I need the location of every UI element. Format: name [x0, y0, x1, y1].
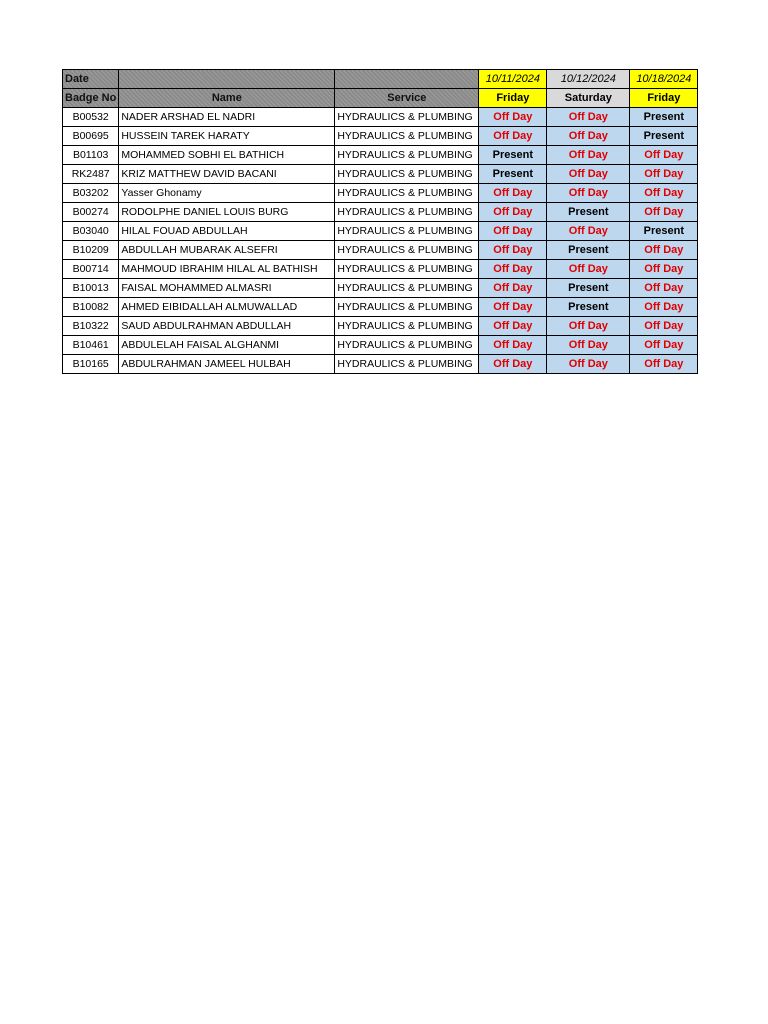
badge-cell: B10165 — [63, 355, 119, 374]
date-cell-2: 10/12/2024 — [547, 70, 630, 89]
badge-cell: B00532 — [63, 108, 119, 127]
status-cell: Off Day — [479, 279, 547, 298]
date-label: Date — [63, 70, 119, 89]
table-row — [63, 336, 698, 355]
status-cell: Off Day — [547, 184, 630, 203]
status-cell: Off Day — [479, 222, 547, 241]
status-cell: Off Day — [479, 336, 547, 355]
status-cell: Off Day — [547, 355, 630, 374]
status-cell: Off Day — [630, 298, 698, 317]
status-cell: Off Day — [479, 108, 547, 127]
service-column-header: Service — [335, 89, 479, 108]
status-cell: Off Day — [479, 127, 547, 146]
name-cell: HILAL FOUAD ABDULLAH — [119, 222, 335, 241]
service-cell: HYDRAULICS & PLUMBING — [335, 260, 479, 279]
header-blank-cell — [335, 70, 479, 89]
date-header-row — [63, 70, 698, 89]
status-cell: Off Day — [547, 317, 630, 336]
status-cell: Present — [547, 203, 630, 222]
status-cell: Off Day — [547, 146, 630, 165]
attendance-table — [62, 69, 698, 374]
status-cell: Present — [547, 241, 630, 260]
service-cell: HYDRAULICS & PLUMBING — [335, 317, 479, 336]
service-cell: HYDRAULICS & PLUMBING — [335, 279, 479, 298]
date-cell-1: 10/11/2024 — [479, 70, 547, 89]
table-row — [63, 279, 698, 298]
table-row — [63, 355, 698, 374]
service-cell: HYDRAULICS & PLUMBING — [335, 108, 479, 127]
day-cell-3: Friday — [630, 89, 698, 108]
name-cell: KRIZ MATTHEW DAVID BACANI — [119, 165, 335, 184]
status-cell: Off Day — [630, 279, 698, 298]
table-row — [63, 298, 698, 317]
service-cell: HYDRAULICS & PLUMBING — [335, 298, 479, 317]
name-cell: HUSSEIN TAREK HARATY — [119, 127, 335, 146]
table-row — [63, 317, 698, 336]
name-cell: MAHMOUD IBRAHIM HILAL AL BATHISH — [119, 260, 335, 279]
status-cell: Off Day — [630, 165, 698, 184]
name-cell: RODOLPHE DANIEL LOUIS BURG — [119, 203, 335, 222]
status-cell: Off Day — [630, 241, 698, 260]
badge-cell: B03202 — [63, 184, 119, 203]
status-cell: Present — [547, 298, 630, 317]
status-cell: Present — [479, 146, 547, 165]
status-cell: Off Day — [479, 260, 547, 279]
status-cell: Off Day — [547, 260, 630, 279]
service-cell: HYDRAULICS & PLUMBING — [335, 184, 479, 203]
service-cell: HYDRAULICS & PLUMBING — [335, 127, 479, 146]
table-row — [63, 184, 698, 203]
header-blank-cell — [119, 70, 335, 89]
date-cell-3: 10/18/2024 — [630, 70, 698, 89]
status-cell: Off Day — [630, 336, 698, 355]
table-row — [63, 260, 698, 279]
badge-cell: B01103 — [63, 146, 119, 165]
column-header-row — [63, 89, 698, 108]
badge-cell: B03040 — [63, 222, 119, 241]
table-row — [63, 108, 698, 127]
service-cell: HYDRAULICS & PLUMBING — [335, 355, 479, 374]
status-cell: Off Day — [479, 317, 547, 336]
name-cell: AHMED EIBIDALLAH ALMUWALLAD — [119, 298, 335, 317]
status-cell: Off Day — [547, 222, 630, 241]
status-cell: Off Day — [547, 127, 630, 146]
status-cell: Off Day — [547, 336, 630, 355]
status-cell: Off Day — [479, 184, 547, 203]
day-cell-2: Saturday — [547, 89, 630, 108]
status-cell: Off Day — [630, 260, 698, 279]
badge-cell: B10209 — [63, 241, 119, 260]
attendance-table-body — [63, 70, 698, 374]
status-cell: Present — [479, 165, 547, 184]
table-row — [63, 241, 698, 260]
table-row — [63, 146, 698, 165]
badge-cell: B10082 — [63, 298, 119, 317]
table-row — [63, 127, 698, 146]
name-cell: FAISAL MOHAMMED ALMASRI — [119, 279, 335, 298]
badge-cell: RK2487 — [63, 165, 119, 184]
status-cell: Off Day — [630, 317, 698, 336]
service-cell: HYDRAULICS & PLUMBING — [335, 336, 479, 355]
name-cell: ABDULELAH FAISAL ALGHANMI — [119, 336, 335, 355]
name-cell: MOHAMMED SOBHI EL BATHICH — [119, 146, 335, 165]
day-cell-1: Friday — [479, 89, 547, 108]
status-cell: Off Day — [479, 241, 547, 260]
service-cell: HYDRAULICS & PLUMBING — [335, 241, 479, 260]
name-cell: NADER ARSHAD EL NADRI — [119, 108, 335, 127]
status-cell: Off Day — [630, 184, 698, 203]
status-cell: Off Day — [479, 355, 547, 374]
badge-cell: B00274 — [63, 203, 119, 222]
status-cell: Off Day — [547, 108, 630, 127]
badge-cell: B00695 — [63, 127, 119, 146]
status-cell: Present — [547, 279, 630, 298]
table-row — [63, 222, 698, 241]
service-cell: HYDRAULICS & PLUMBING — [335, 146, 479, 165]
status-cell: Present — [630, 222, 698, 241]
badge-cell: B00714 — [63, 260, 119, 279]
name-cell: SAUD ABDULRAHMAN ABDULLAH — [119, 317, 335, 336]
status-cell: Off Day — [547, 165, 630, 184]
status-cell: Off Day — [630, 355, 698, 374]
status-cell: Off Day — [630, 146, 698, 165]
service-cell: HYDRAULICS & PLUMBING — [335, 165, 479, 184]
badge-cell: B10461 — [63, 336, 119, 355]
service-cell: HYDRAULICS & PLUMBING — [335, 203, 479, 222]
service-cell: HYDRAULICS & PLUMBING — [335, 222, 479, 241]
status-cell: Off Day — [630, 203, 698, 222]
name-column-header: Name — [119, 89, 335, 108]
status-cell: Off Day — [479, 203, 547, 222]
badge-column-header: Badge No — [63, 89, 119, 108]
status-cell: Present — [630, 127, 698, 146]
table-row — [63, 165, 698, 184]
name-cell: Yasser Ghonamy — [119, 184, 335, 203]
table-row — [63, 203, 698, 222]
badge-cell: B10013 — [63, 279, 119, 298]
status-cell: Off Day — [479, 298, 547, 317]
badge-cell: B10322 — [63, 317, 119, 336]
name-cell: ABDULLAH MUBARAK ALSEFRI — [119, 241, 335, 260]
status-cell: Present — [630, 108, 698, 127]
name-cell: ABDULRAHMAN JAMEEL HULBAH — [119, 355, 335, 374]
